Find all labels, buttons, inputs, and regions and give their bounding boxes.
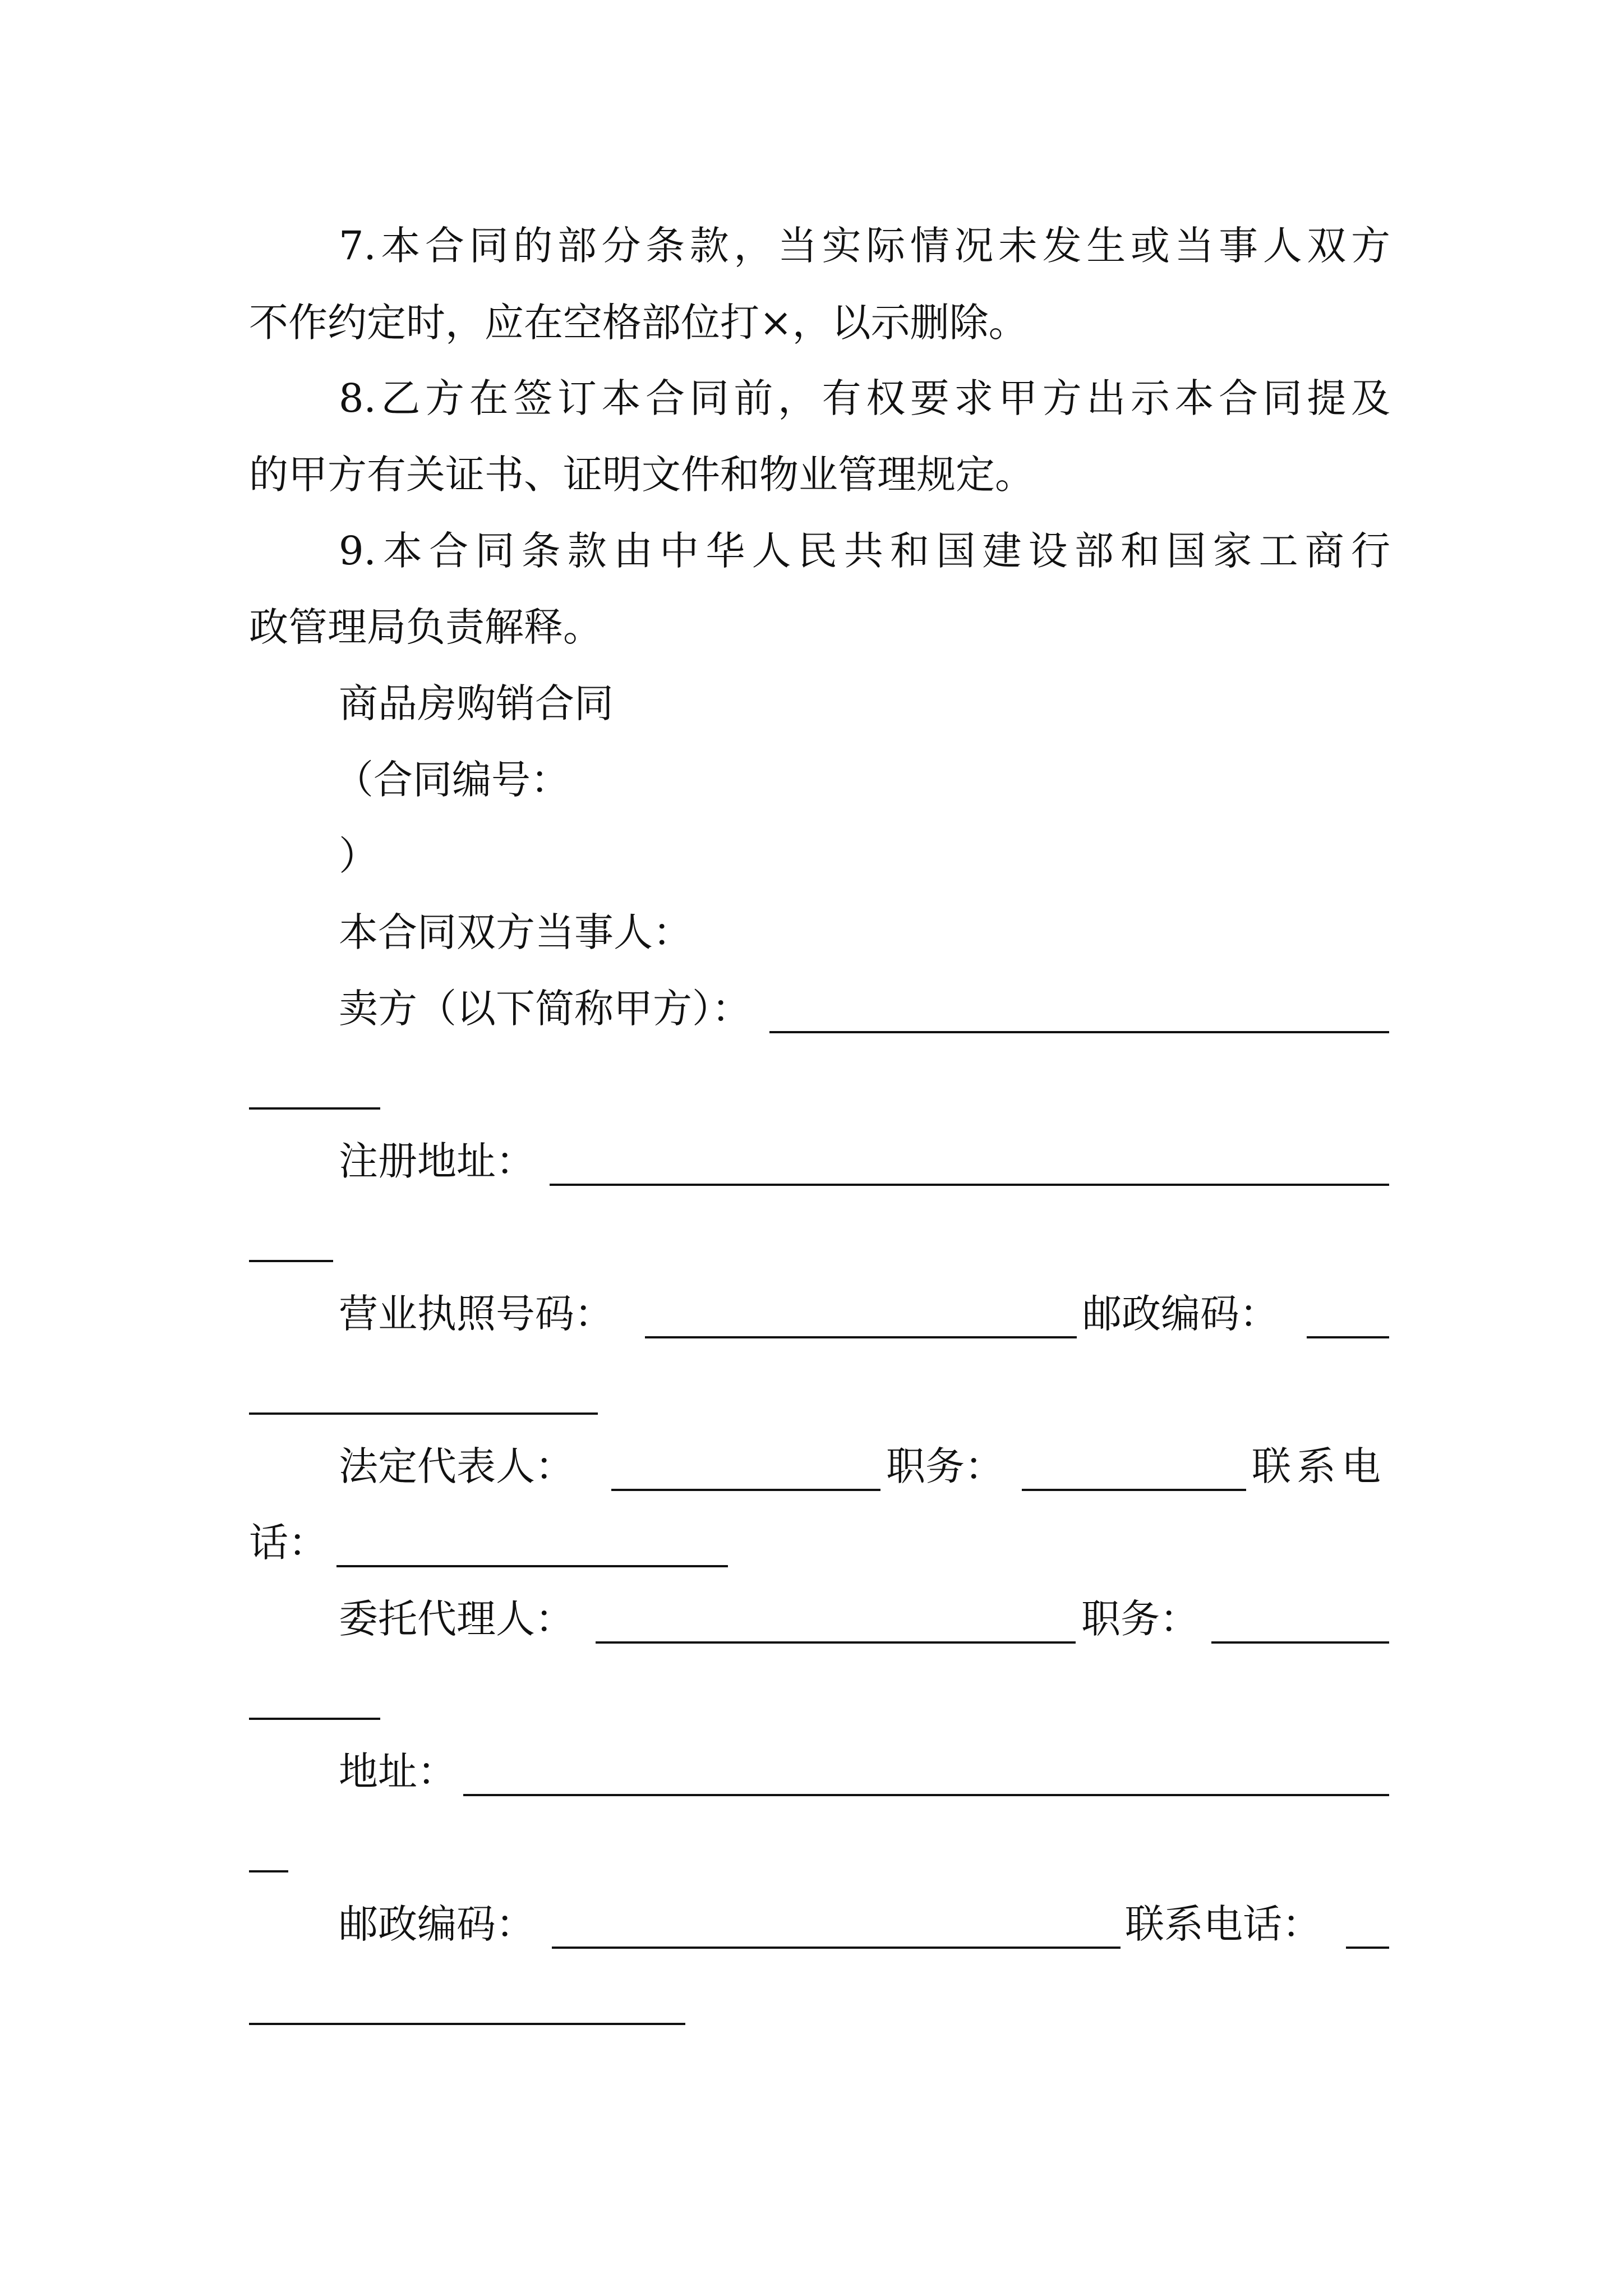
seller-postcode-label: 邮政编码： xyxy=(1082,1291,1279,1337)
legal-rep-phone-label-part2: 话： xyxy=(249,1520,328,1566)
agent-field[interactable] xyxy=(596,1641,1076,1644)
legal-rep-phone-field[interactable] xyxy=(336,1565,728,1567)
clause-8-line-2: 的甲方有关证书、证明文件和物业管理规定。 xyxy=(249,452,1034,498)
contract-title: 商品房购销合同 xyxy=(339,680,614,726)
seller-postcode-field[interactable] xyxy=(1307,1336,1389,1338)
registered-address-label: 注册地址： xyxy=(339,1138,535,1184)
agent-address-field-continued[interactable] xyxy=(249,1870,288,1872)
agent-postcode-label: 邮政编码： xyxy=(339,1901,535,1947)
agent-title-field-continued[interactable] xyxy=(249,1718,380,1720)
agent-phone-field[interactable] xyxy=(1346,1947,1389,1949)
agent-address-label: 地址： xyxy=(339,1749,457,1795)
seller-postcode-field-continued[interactable] xyxy=(249,1412,598,1415)
agent-title-label: 职务： xyxy=(1081,1596,1199,1642)
clause-9-line-2: 政管理局负责解释。 xyxy=(249,604,602,650)
legal-representative-label: 法定代表人： xyxy=(339,1443,574,1489)
legal-rep-title-field[interactable] xyxy=(1022,1489,1246,1491)
legal-rep-phone-label-part1: 联系电 xyxy=(1252,1443,1386,1489)
contract-number-close: ） xyxy=(339,833,378,879)
business-license-field[interactable] xyxy=(645,1336,1077,1338)
clause-7-line-2: 不作约定时，应在空格部位打×，以示删除。 xyxy=(249,300,1028,346)
registered-address-field-continued[interactable] xyxy=(249,1260,333,1262)
agent-title-field[interactable] xyxy=(1211,1641,1389,1644)
registered-address-field[interactable] xyxy=(550,1184,1389,1186)
seller-name-field-continued[interactable] xyxy=(249,1107,380,1110)
clause-8-line-1: 8.乙方在签订本合同前，有权要求甲方出示本合同提及 xyxy=(339,375,1390,421)
seller-name-field[interactable] xyxy=(769,1031,1389,1033)
agent-address-field[interactable] xyxy=(463,1794,1389,1796)
seller-name-label: 卖方（以下简称甲方）： xyxy=(339,986,751,1032)
clause-9-line-1: 9.本合同条款由中华人民共和国建设部和国家工商行 xyxy=(339,528,1390,574)
agent-label: 委托代理人： xyxy=(339,1596,574,1642)
parties-heading: 本合同双方当事人： xyxy=(339,909,692,955)
clause-7-line-1: 7.本合同的部分条款，当实际情况未发生或当事人双方 xyxy=(339,223,1390,269)
legal-representative-field[interactable] xyxy=(611,1489,880,1491)
agent-postcode-field[interactable] xyxy=(552,1947,1121,1949)
agent-phone-field-continued[interactable] xyxy=(249,2023,685,2025)
legal-rep-title-label: 职务： xyxy=(886,1443,1004,1489)
contract-number-open: （合同编号： xyxy=(334,757,570,803)
agent-phone-label: 联系电话： xyxy=(1125,1901,1321,1947)
business-license-label: 营业执照号码： xyxy=(339,1291,614,1337)
